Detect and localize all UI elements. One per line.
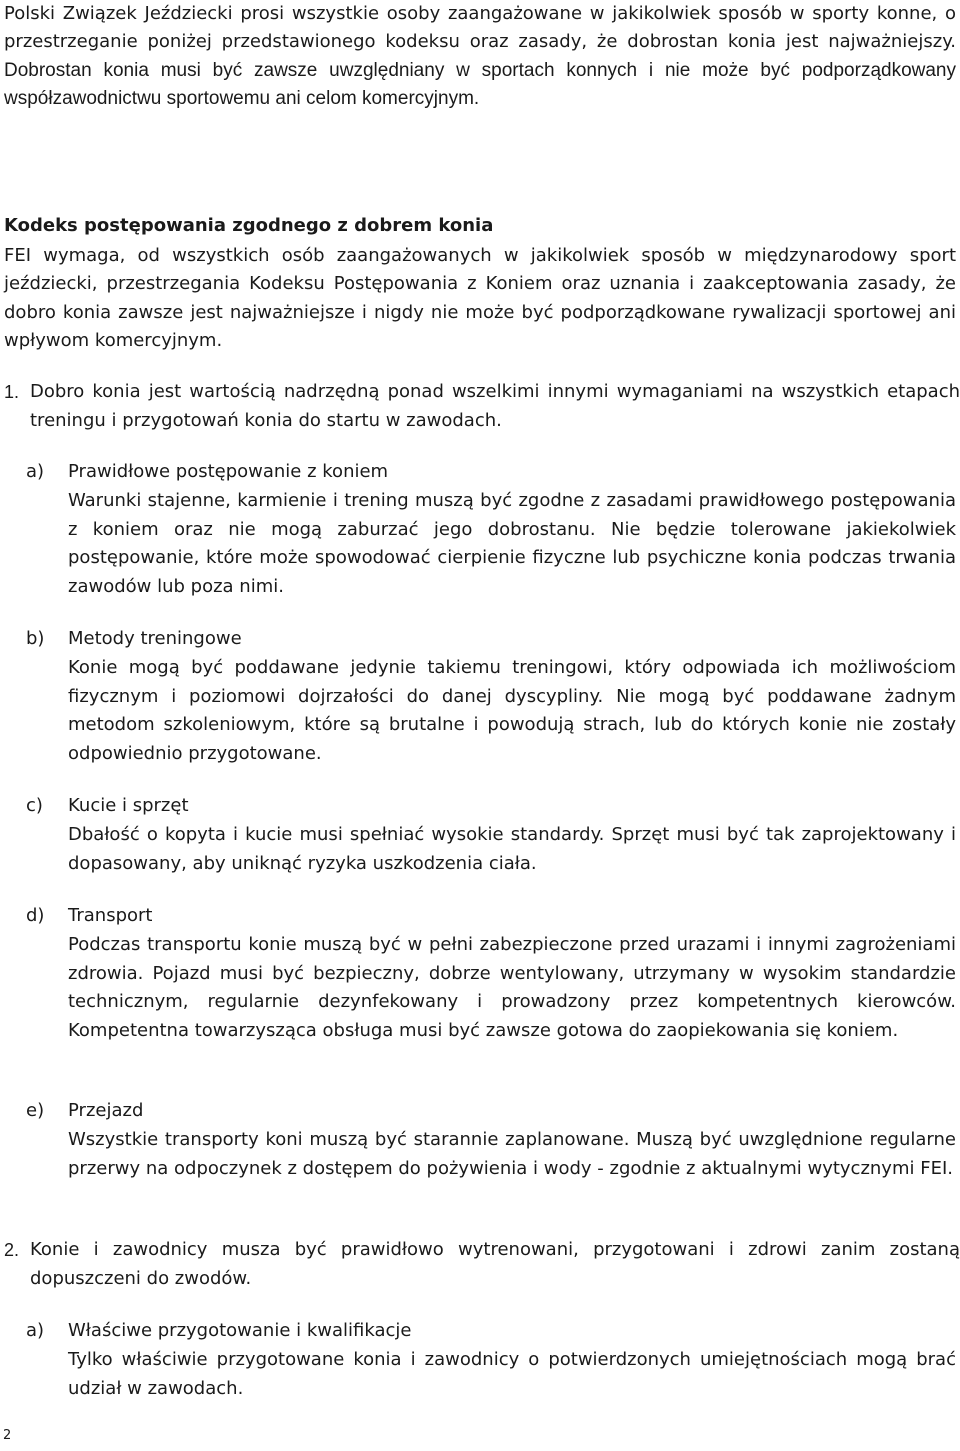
section-1-text: Dobro konia jest wartością nadrzędną ponad wszelkimi innymi wymaganiami na wszystkich etapach treningu i przygotowań konia do startu w zawodach. (30, 381, 960, 431)
subsection-letter: a) (26, 461, 45, 482)
section-1-number: 1. (4, 382, 20, 402)
subsection-body: Dbałość o kopyta i kucie musi spełniać wysokie standardy. Sprzęt musi być tak zaprojektowany i dopasowany, aby uniknąć ryzyka uszkodzenia ciała. (68, 823, 956, 874)
subsection-1a (26, 458, 956, 602)
subsection-letter: c) (26, 795, 43, 816)
section-2-number: 2. (4, 1240, 20, 1260)
intro-text-a: Polski Związek Jeździecki prosi wszystkie osoby zaangażowane w jakikolwiek sposób w sporty konne, o przestrzeganie poniżej przedstawionego kodeksu oraz zasady, że dobrostan konia jest najważniejszy. (4, 2, 956, 53)
subsection-body: Wszystkie transporty koni muszą być starannie zaplanowane. Muszą być uwzględnione regularne przerwy na odpoczynek z dostępem do pożywienia i wody - zgodnie z aktualnymi wytycznymi FEI. (68, 1128, 956, 1179)
subsection-letter: d) (26, 905, 45, 926)
subsection-title: Przejazd (68, 1100, 144, 1121)
subsection-body: Tylko właściwie przygotowane konia i zawodnicy o potwierdzonych umiejętnościach mogą brać udział w zawodach. (68, 1348, 956, 1399)
subsection-2a (26, 1317, 956, 1403)
section-2 (4, 1236, 960, 1293)
subsection-1b (26, 625, 956, 769)
subsection-title: Właściwe przygotowanie i kwalifikacje (68, 1320, 412, 1341)
subsection-title: Transport (68, 905, 153, 926)
subsection-1d (26, 902, 956, 1046)
subsection-body: Konie mogą być poddawane jedynie takiemu treningowi, który odpowiada ich możliwościom fizycznym i poziomowi dojrzałości do danej dyscypliny. Nie mogą być poddawane żadnym metodom szkoleniowym, które są brutalne i powodują strach, lub do których konie nie zostały odpowiednio przygotowane. (68, 656, 956, 765)
subsection-body: Warunki stajenne, karmienie i trening muszą być zgodne z zasadami prawidłowego postępowania z koniem oraz nie mogą zaburzać jego dobrostanu. Nie będzie tolerowane jakiekolwiek postępowanie, które może spowodować cierpienie fizyczne lub psychiczne konia podczas trwania zawodów lub poza nimi. (68, 489, 956, 598)
subsection-title: Kucie i sprzęt (68, 795, 189, 816)
fei-paragraph: FEI wymaga, od wszystkich osób zaangażowanych w jakikolwiek sposób w międzynarodowy sport jeździecki, przestrzegania Kodeksu Postępowania z Koniem oraz uznania i zaakceptowania zasady, że dobro konia zawsze jest najważniejsze i nigdy nie może być podporządkowane rywalizacji sportowej ani wpływom komercyjnym. (4, 244, 956, 352)
subsection-letter: a) (26, 1320, 45, 1341)
page-number: 2 (3, 1428, 12, 1443)
section-2-text: Konie i zawodnicy musza być prawidłowo wytrenowani, przygotowani i zdrowi zanim zostaną dopuszczeni do zwodów. (30, 1239, 960, 1289)
subsection-title: Metody treningowe (68, 628, 242, 649)
intro-text-b: Dobrostan konia musi być zawsze uwzględniany w sportach konnych i nie może być podporządkowany współzawodnictwu sportowemu ani celom komercyjnym. (4, 59, 956, 110)
subsection-letter: b) (26, 628, 45, 649)
subsection-title: Prawidłowe postępowanie z koniem (68, 461, 389, 482)
intro-paragraph (4, 0, 956, 114)
subsection-letter: e) (26, 1100, 45, 1121)
subsection-1c (26, 792, 956, 878)
subsection-body: Podczas transportu konie muszą być w pełni zabezpieczone przed urazami i innymi zagrożeniami zdrowia. Pojazd musi być bezpieczny, dobrze wentylowany, utrzymany w wysokim standardzie technicznym, regularnie dezynfekowany i prowadzony przez kompetentnych kierowców. Kompetentna towarzysząca obsługa musi być zawsze gotowa do zaopiekowania się koniem. (68, 933, 956, 1042)
subsection-1e (26, 1097, 956, 1183)
section-1 (4, 378, 960, 435)
section-heading: Kodeks postępowania zgodnego z dobrem konia (4, 215, 494, 236)
